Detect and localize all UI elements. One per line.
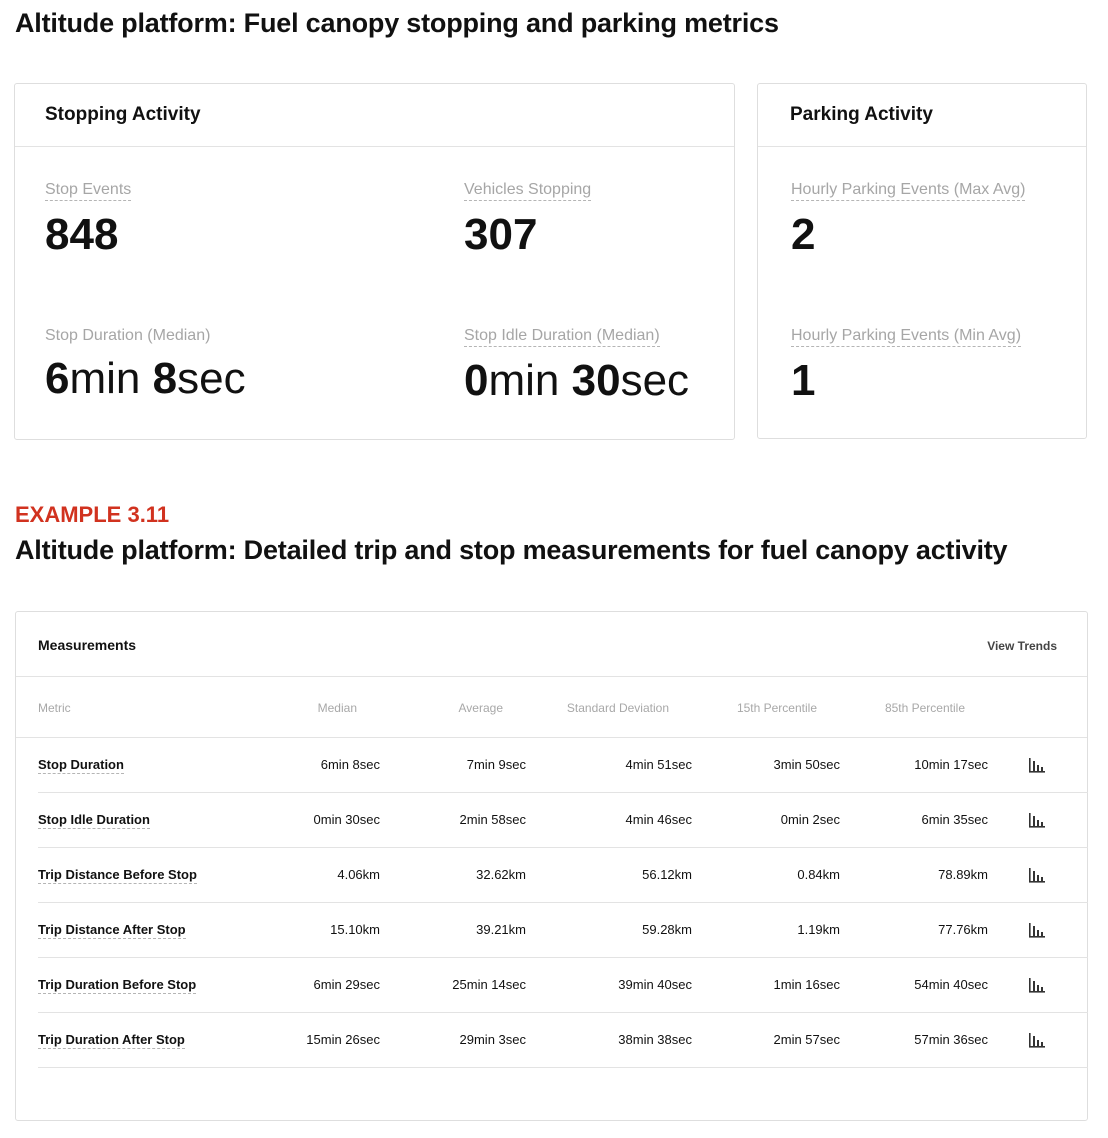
cell-std: 39min 40sec [618,977,692,992]
cell-median: 0min 30sec [313,812,380,827]
bar-chart-icon[interactable] [1028,977,1046,993]
stop-idle-sec-unit: sec [620,356,690,405]
vehicles-stopping-value: 307 [464,210,538,259]
cell-median: 15min 26sec [306,1032,380,1047]
stop-duration-label: Stop Duration (Median) [45,327,211,344]
metric-name[interactable]: Trip Distance After Stop [38,922,186,937]
parking-max-avg-label[interactable]: Hourly Parking Events (Max Avg) [791,181,1025,201]
cell-median: 6min 29sec [313,977,380,992]
measurements-header [16,612,1087,677]
cell-average: 29min 3sec [459,1032,526,1047]
example-label: EXAMPLE 3.11 [15,502,170,527]
parking-activity-card [757,83,1087,439]
parking-max-avg-metric [791,181,1025,257]
stop-events-metric [45,181,131,257]
metric-name[interactable]: Stop Duration [38,757,124,772]
metric-name[interactable]: Trip Duration After Stop [38,1032,185,1047]
metric-name[interactable]: Trip Distance Before Stop [38,867,197,882]
cell-std: 59.28km [642,922,692,937]
cell-p85: 6min 35sec [921,812,988,827]
cell-p15: 2min 57sec [773,1032,840,1047]
stop-idle-min-unit: min [488,356,560,405]
cell-p85: 10min 17sec [914,757,988,772]
view-trends-link[interactable]: View Trends [987,639,1057,653]
parking-max-avg-value: 2 [791,210,816,259]
column-header-median: Median [317,701,357,715]
column-header-metric: Metric [38,701,71,715]
cell-p15: 0min 2sec [780,812,840,827]
cell-average: 39.21km [476,922,526,937]
parking-min-avg-value: 1 [791,356,816,405]
bar-chart-icon[interactable] [1028,867,1046,883]
stop-events-value: 848 [45,210,119,259]
parking-min-avg-label[interactable]: Hourly Parking Events (Min Avg) [791,327,1021,347]
cell-std: 56.12km [642,867,692,882]
cell-p15: 3min 50sec [773,757,840,772]
column-header-average: Average [458,701,503,715]
cell-p15: 1min 16sec [773,977,840,992]
cell-p15: 1.19km [797,922,840,937]
stopping-activity-header: Stopping Activity [15,84,734,147]
cell-average: 25min 14sec [452,977,526,992]
table-row [38,793,1088,848]
cell-median: 15.10km [330,922,380,937]
stopping-activity-card [14,83,735,440]
cell-median: 6min 8sec [320,757,380,772]
stop-idle-duration-label[interactable]: Stop Idle Duration (Median) [464,327,660,347]
section-title: Altitude platform: Detailed trip and stop measurements for fuel canopy activity [15,535,1008,565]
table-row [38,738,1088,793]
table-row [38,958,1088,1013]
stop-idle-sec: 30 [571,356,621,405]
stop-duration-metric [45,327,246,401]
stop-idle-duration-value [464,356,690,405]
parking-min-avg-metric [791,327,1021,403]
stop-idle-min: 0 [464,356,489,405]
page-title: Altitude platform: Fuel canopy stopping and parking metrics [15,8,779,38]
table-header-row [16,677,1087,738]
cell-std: 4min 51sec [625,757,692,772]
vehicles-stopping-label[interactable]: Vehicles Stopping [464,181,591,201]
cell-p85: 78.89km [938,867,988,882]
cell-average: 2min 58sec [459,812,526,827]
cell-median: 4.06km [337,867,380,882]
stop-idle-duration-metric [464,327,689,403]
cell-p85: 54min 40sec [914,977,988,992]
stop-duration-min-unit: min [69,354,141,403]
stop-events-label[interactable]: Stop Events [45,181,131,201]
cell-p15: 0.84km [797,867,840,882]
bar-chart-icon[interactable] [1028,812,1046,828]
stop-duration-sec: 8 [152,354,178,403]
vehicles-stopping-metric [464,181,591,257]
stop-duration-min: 6 [45,354,70,403]
table-row [38,903,1088,958]
bar-chart-icon[interactable] [1028,757,1046,773]
table-row [38,1013,1088,1068]
column-header-p85: 85th Percentile [884,701,965,715]
bar-chart-icon[interactable] [1028,1032,1046,1048]
table-row [38,848,1088,903]
cell-average: 32.62km [476,867,526,882]
metric-name[interactable]: Trip Duration Before Stop [38,977,197,992]
bar-chart-icon[interactable] [1028,922,1046,938]
stop-duration-value [45,354,246,403]
cell-p85: 57min 36sec [914,1032,988,1047]
column-header-p15: 15th Percentile [736,701,817,715]
cell-average: 7min 9sec [466,757,526,772]
parking-activity-header: Parking Activity [758,84,1086,147]
metric-name[interactable]: Stop Idle Duration [38,812,150,827]
cell-std: 38min 38sec [618,1032,692,1047]
stop-duration-sec-unit: sec [177,354,246,403]
cell-p85: 77.76km [938,922,988,937]
measurements-card [15,611,1088,1121]
measurements-title: Measurements [38,637,137,653]
column-header-std: Standard Deviation [566,701,669,715]
cell-std: 4min 46sec [625,812,692,827]
